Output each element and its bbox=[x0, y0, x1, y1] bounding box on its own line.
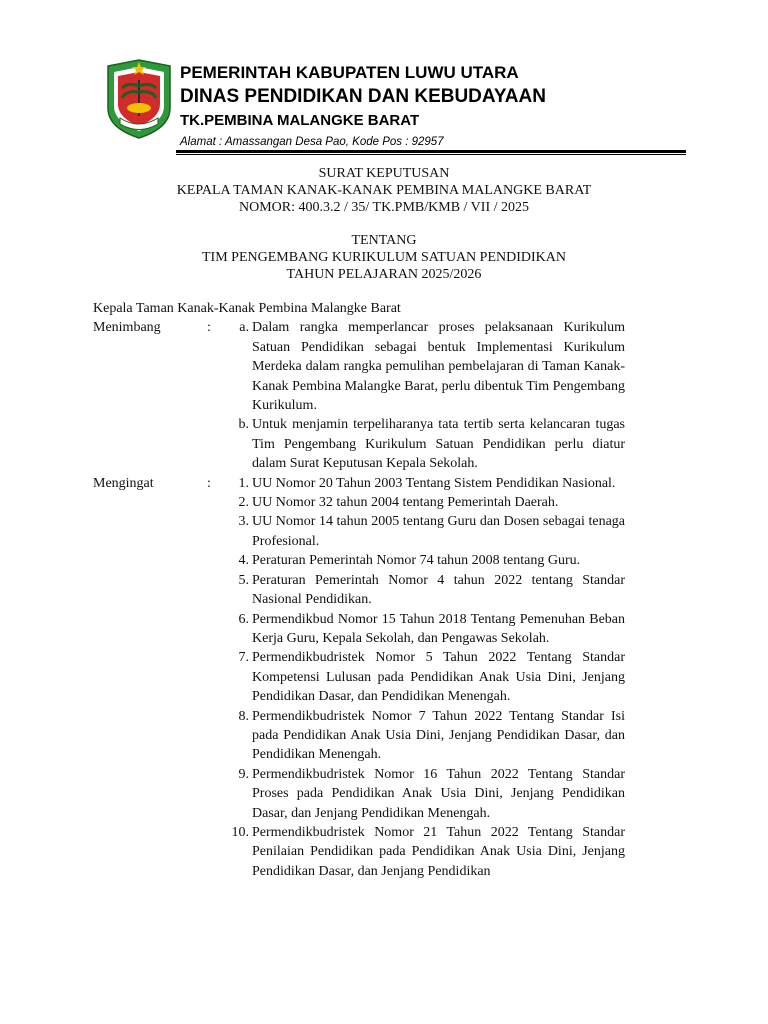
list-item bbox=[227, 610, 625, 649]
subject-year: TAHUN PELAJARAN 2025/2026 bbox=[286, 267, 482, 282]
item-marker: b. bbox=[238, 417, 249, 433]
item-marker: 6. bbox=[238, 611, 249, 627]
letterhead-address: Alamat : Amassangan Desa Pao, Kode Pos : 92957 bbox=[180, 136, 444, 148]
letterhead-divider-thin bbox=[176, 154, 686, 155]
item-text: Permendikbudristek Nomor 21 Tahun 2022 Tentang Standar Penilaian Pendidikan pada Pendidikan Anak Usia Dini, Jenjang Pendidikan Dasar, dan Jenjang Pendidikan bbox=[252, 824, 625, 879]
item-marker: 4. bbox=[238, 553, 249, 569]
section-label: Mengingat bbox=[93, 475, 154, 491]
section-label: Menimbang bbox=[93, 320, 161, 336]
decree-body bbox=[93, 299, 625, 881]
list-item bbox=[227, 551, 625, 570]
item-marker: 2. bbox=[238, 495, 249, 511]
item-marker: 8. bbox=[238, 708, 249, 724]
decree-title bbox=[0, 165, 768, 216]
item-marker: 1. bbox=[238, 475, 249, 491]
menimbang-section bbox=[93, 318, 625, 473]
section-colon: : bbox=[207, 475, 211, 491]
letterhead-divider bbox=[176, 150, 686, 153]
section-colon: : bbox=[207, 320, 211, 336]
item-text: Permendikbudristek Nomor 7 Tahun 2022 Tentang Standar Isi pada Pendidikan Anak Usia Dini, Jenjang Pendidikan Dasar, dan Pendidikan Menengah. bbox=[252, 708, 625, 763]
decree-issuer: KEPALA TAMAN KANAK-KANAK PEMBINA MALANGKE BARAT bbox=[176, 183, 592, 198]
item-marker: 10. bbox=[231, 824, 249, 840]
item-marker: 3. bbox=[238, 514, 249, 530]
letterhead bbox=[180, 62, 546, 151]
decree-subject bbox=[0, 232, 768, 283]
subject-label: TENTANG bbox=[351, 233, 417, 248]
item-text: Peraturan Pemerintah Nomor 74 tahun 2008 tentang Guru. bbox=[252, 553, 581, 569]
list-item bbox=[227, 571, 625, 610]
item-text: Permendikbudristek Nomor 5 Tahun 2022 Tentang Standar Kompetensi Lulusan pada Pendidikan Anak Usia Dini, Jenjang Pendidikan Dasar, dan Pendidikan Menengah. bbox=[252, 650, 625, 705]
opening-line: Kepala Taman Kanak-Kanak Pembina Malangke Barat bbox=[93, 301, 401, 316]
item-text: Dalam rangka memperlancar proses pelaksanaan Kurikulum Satuan Pendidikan sebagai bentuk Implementasi Kurikulum Merdeka dalam rangka pemulihan pembelajaran di Taman Kanak-Kanak Pembina Malangke Barat, perlu dibentuk Tim Pengembang Kurikulum. bbox=[252, 320, 625, 414]
list-item bbox=[227, 474, 625, 493]
mengingat-items bbox=[227, 474, 625, 882]
item-text: Permendikbud Nomor 15 Tahun 2018 Tentang Pemenuhan Beban Kerja Guru, Kepala Sekolah, dan Pengawas Sekolah. bbox=[252, 611, 625, 646]
mengingat-section bbox=[93, 474, 625, 882]
item-text: UU Nomor 32 tahun 2004 tentang Pemerintah Daerah. bbox=[252, 495, 559, 511]
list-item bbox=[227, 493, 625, 512]
regency-emblem-logo bbox=[104, 58, 174, 140]
decree-title-line: SURAT KEPUTUSAN bbox=[318, 166, 450, 181]
list-item bbox=[227, 648, 625, 706]
letterhead-government: PEMERINTAH KABUPATEN LUWU UTARA bbox=[180, 63, 519, 82]
item-marker: a. bbox=[239, 320, 249, 336]
list-item bbox=[227, 512, 625, 551]
item-text: Peraturan Pemerintah Nomor 4 tahun 2022 tentang Standar Nasional Pendidikan. bbox=[252, 572, 625, 608]
item-marker: 9. bbox=[238, 766, 249, 782]
list-item bbox=[227, 415, 625, 473]
decree-number: NOMOR: 400.3.2 / 35/ TK.PMB/KMB / VII / 2025 bbox=[238, 200, 529, 215]
menimbang-items bbox=[227, 318, 625, 473]
subject-line: TIM PENGEMBANG KURIKULUM SATUAN PENDIDIKAN bbox=[202, 250, 566, 265]
item-text: UU Nomor 14 tahun 2005 tentang Guru dan Dosen sebagai tenaga Profesional. bbox=[252, 514, 625, 549]
item-marker: 5. bbox=[238, 572, 249, 588]
list-item bbox=[227, 823, 625, 881]
item-marker: 7. bbox=[238, 650, 249, 666]
item-text: Permendikbudristek Nomor 16 Tahun 2022 Tentang Standar Proses pada Pendidikan Anak Usia Dini, Jenjang Pendidikan Dasar, dan Jenjang Pendidikan Menengah. bbox=[252, 766, 625, 821]
item-text: Untuk menjamin terpeliharanya tata tertib serta kelancaran tugas Tim Pengembang Kurikulum Satuan Pendidikan perlu diatur dalam Surat Keputusan Kepala Sekolah. bbox=[252, 417, 625, 472]
list-item bbox=[227, 318, 625, 415]
letterhead-school: TK.PEMBINA MALANGKE BARAT bbox=[180, 112, 420, 129]
letterhead-department: DINAS PENDIDIKAN DAN KEBUDAYAAN bbox=[180, 86, 546, 107]
list-item bbox=[227, 707, 625, 765]
item-text: UU Nomor 20 Tahun 2003 Tentang Sistem Pendidikan Nasional. bbox=[252, 475, 616, 491]
list-item bbox=[227, 765, 625, 823]
